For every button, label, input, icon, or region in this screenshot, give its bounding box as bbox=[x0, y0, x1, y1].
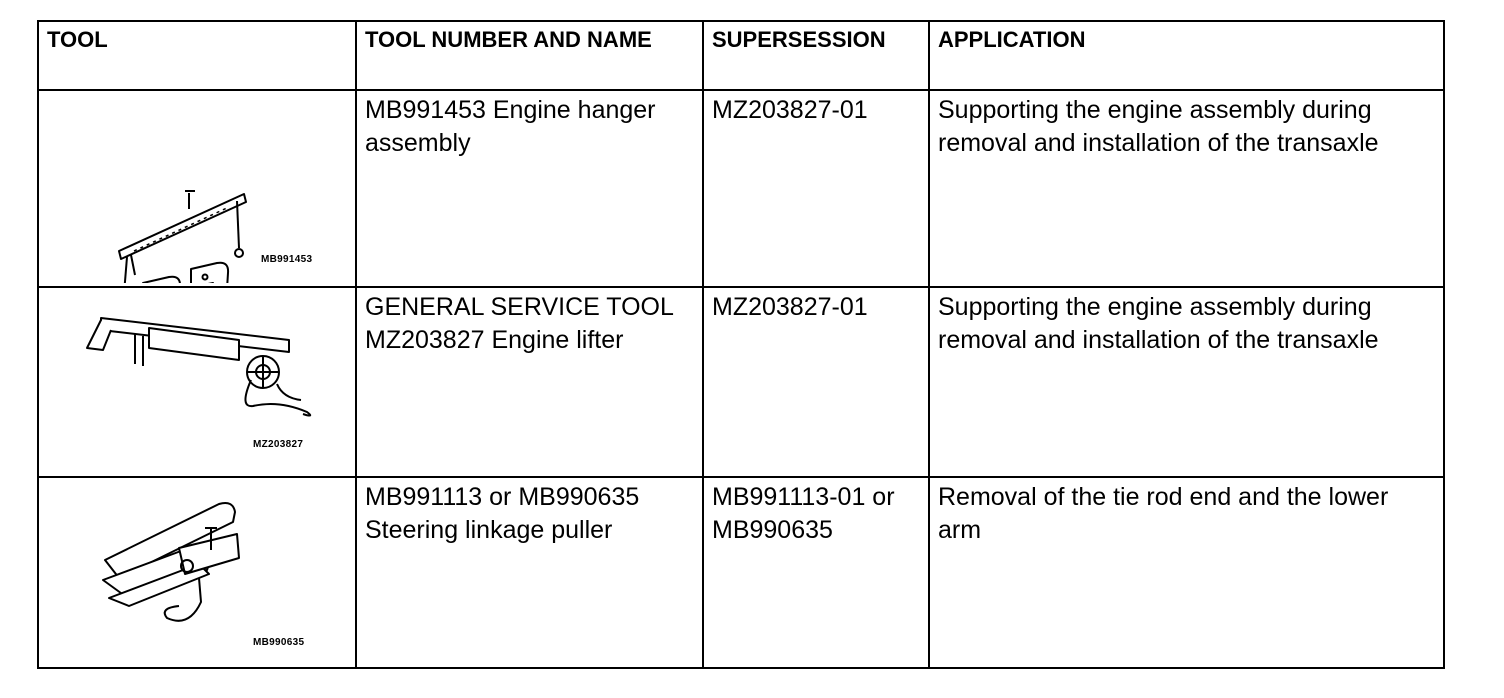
tool-code-label: MZ203827 bbox=[253, 439, 304, 451]
tool-image-cell bbox=[38, 287, 356, 476]
steering-linkage-puller-icon bbox=[39, 478, 357, 664]
application-cell: Removal of the tie rod end and the lower arm bbox=[929, 477, 1444, 668]
supersession-cell: MB991113-01 or MB990635 bbox=[703, 477, 929, 668]
tool-number-and-name-cell: GENERAL SERVICE TOOL MZ203827 Engine lifter bbox=[356, 287, 703, 476]
table-row bbox=[38, 477, 1444, 668]
tool-number-and-name-cell: MB991113 or MB990635 Steering linkage puller bbox=[356, 477, 703, 668]
header-supersession: SUPERSESSION bbox=[703, 21, 929, 90]
header-row bbox=[38, 21, 1444, 90]
table-row bbox=[38, 90, 1444, 287]
special-tools-table bbox=[37, 20, 1445, 669]
table-row bbox=[38, 287, 1444, 476]
tool-image-cell bbox=[38, 477, 356, 668]
supersession-cell: MZ203827-01 bbox=[703, 90, 929, 287]
application-cell: Supporting the engine assembly during removal and installation of the transaxle bbox=[929, 287, 1444, 476]
supersession-cell: MZ203827-01 bbox=[703, 287, 929, 476]
header-application: APPLICATION bbox=[929, 21, 1444, 90]
tool-code-label: MB991453 bbox=[261, 254, 313, 266]
tool-code-label: MB990635 bbox=[253, 636, 305, 648]
engine-lifter-icon bbox=[39, 288, 357, 472]
application-cell: Supporting the engine assembly during removal and installation of the transaxle bbox=[929, 90, 1444, 287]
header-tool: TOOL bbox=[38, 21, 356, 90]
tool-number-and-name-cell: MB991453 Engine hanger assembly bbox=[356, 90, 703, 287]
header-tool-number-and-name: TOOL NUMBER AND NAME bbox=[356, 21, 703, 90]
tool-image-cell bbox=[38, 90, 356, 287]
